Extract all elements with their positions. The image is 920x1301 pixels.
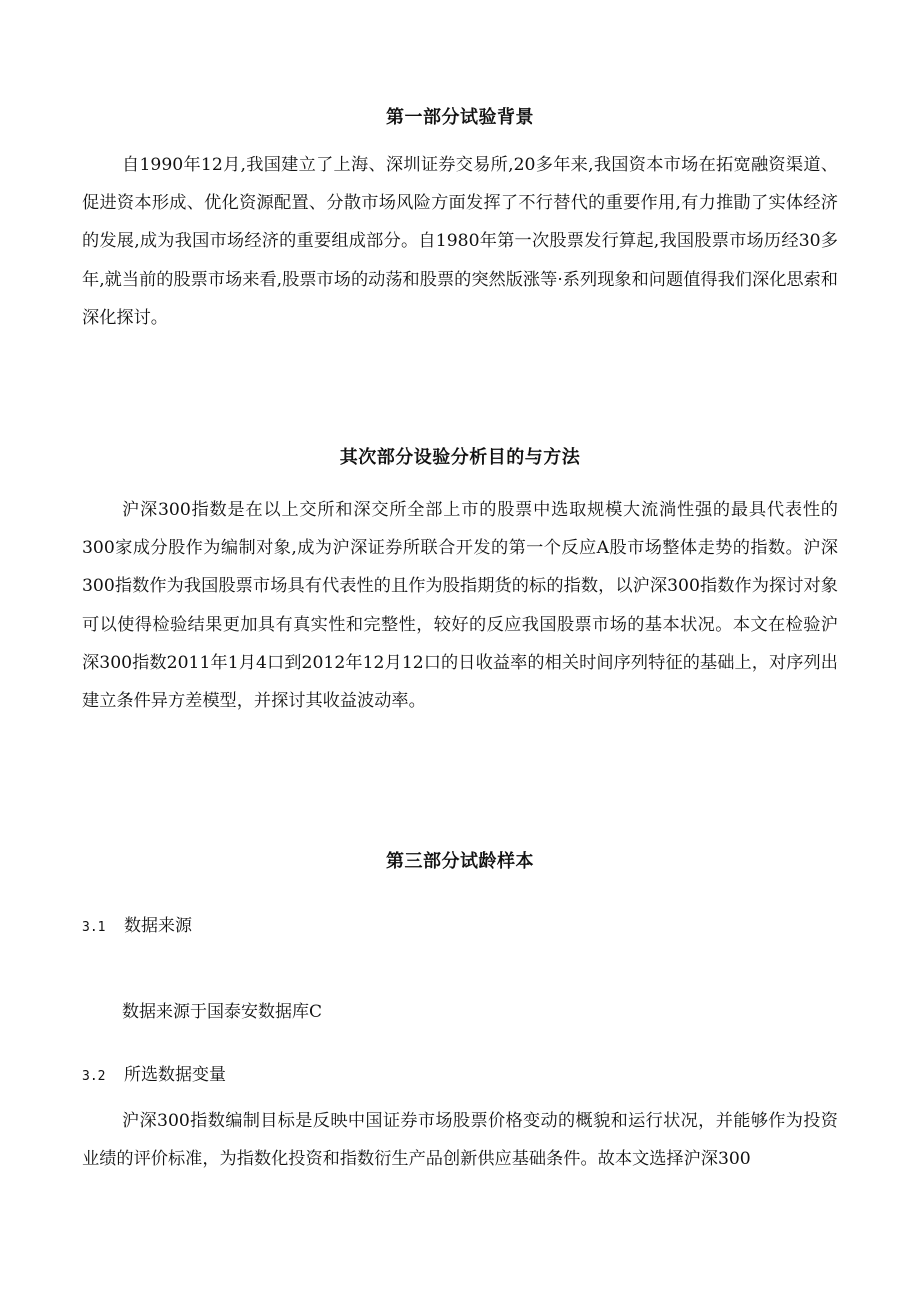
section-1-heading: 第一部分试验背景 bbox=[386, 107, 534, 128]
subsection-3-2-title bbox=[82, 1063, 226, 1089]
section-2-heading: 其次部分设验分析目的与方法 bbox=[339, 447, 581, 468]
subsection-number: 3.1 bbox=[82, 920, 106, 935]
section-1-paragraph: 自1990年12月,我国建立了上海、深圳证券交易所,20多年来,我国资本市场在拓宽融资渠道、促进资本形成、优化资源配置、分散市场风险方面发挥了不行替代的重要作用,有力推勖了实体经济的发展,成为我国市场经济的重要组成部分。自1980年第一次股票发行算起,我国股票市场历经30多年,就当前的股票市场来看,股票市场的动荡和股票的突然版涨等·系列现象和问题值得我们深化思索和深化探讨。 bbox=[82, 155, 838, 328]
section-3-heading: 第三部分试龄样本 bbox=[386, 851, 534, 872]
subsection-3-1-body: 数据来源于国泰安数据库C bbox=[122, 1002, 323, 1022]
subsection-3-2-paragraph: 沪深300指数编制目标是反映中国证券市场股票价格变动的概貌和运行状况，并能够作为投资业绩的评价标准，为指数化投资和指数衍生产品创新供应基础条件。故本文选择沪深300 bbox=[82, 1111, 838, 1170]
section-2-paragraph: 沪深300指数是在以上交所和深交所全部上市的股票中选取规模大流淌性强的最具代表性的300家成分股作为编制对象,成为沪深证券所联合开发的第一个反应A股市场整体走势的指数。沪深300指数作为我国股票市场具有代表性的且作为股指期货的标的指数，以沪深300指数作为探讨对象可以使得检验结果更加具有真实性和完整性，较好的反应我国股票市场的基本状况。本文在检验沪深300指数2011年1月4口到2012年12月12口的日收益率的相关时间序列特征的基础上，对序列出建立条件异方差模型，并探讨其收益波动率。 bbox=[82, 500, 838, 712]
subsection-title: 数据来源 bbox=[124, 916, 192, 936]
subsection-3-1-title bbox=[82, 914, 192, 940]
subsection-title: 所选数据变量 bbox=[124, 1065, 226, 1085]
subsection-number: 3.2 bbox=[82, 1069, 106, 1084]
